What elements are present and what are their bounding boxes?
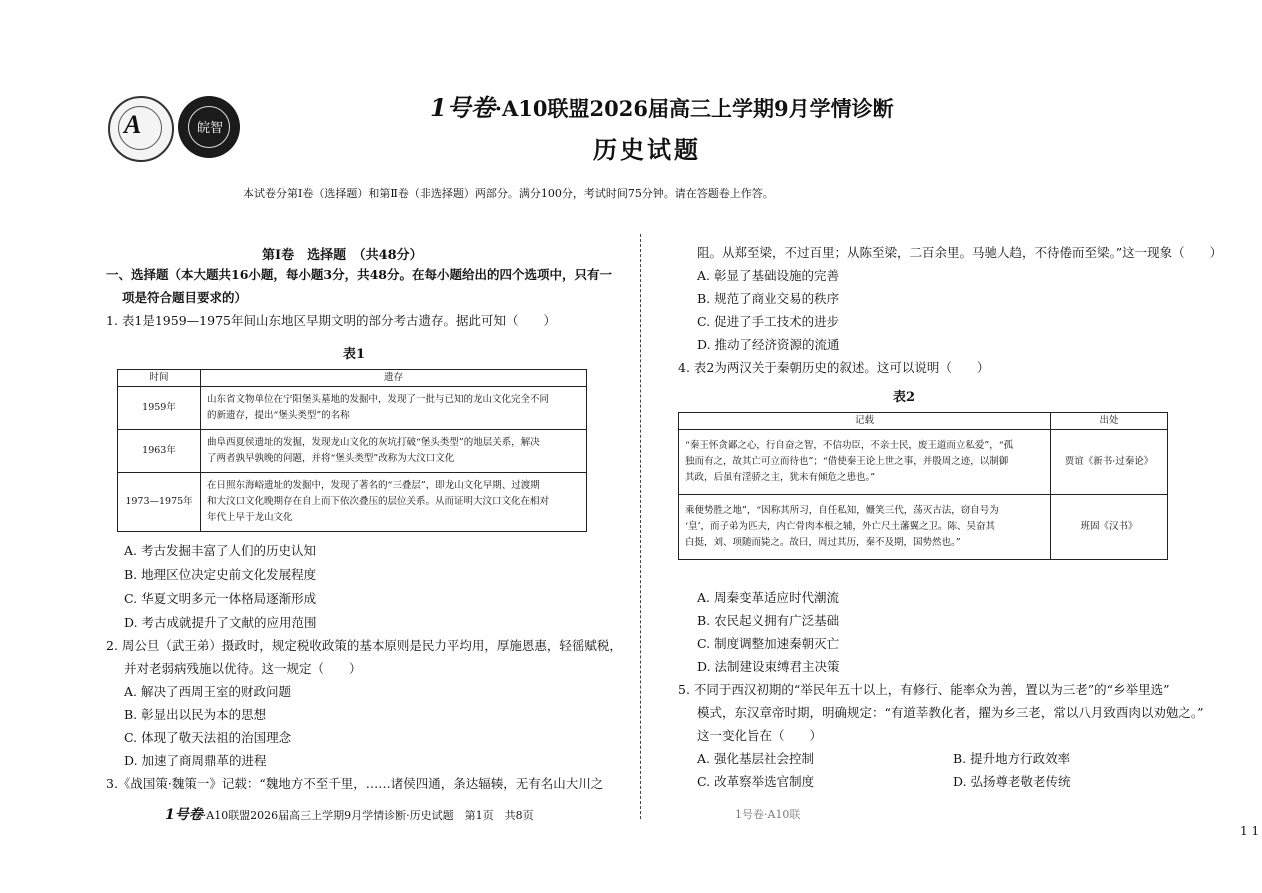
q5-option-c: C. 改革察举选官制度	[697, 774, 815, 789]
brand-mark: 1号卷	[430, 93, 495, 122]
exam-title-text: ·A10联盟2026届高三上学期9月学情诊断	[494, 96, 894, 121]
table-cell-source: 贾谊《新书·过秦论》	[1051, 430, 1168, 495]
table-cell-remains	[201, 387, 587, 430]
section-instruction: 一、选择题（本大题共16小题，每小题3分，共48分。在每小题给出的四个选项中，只有一	[106, 267, 612, 282]
table-row	[118, 387, 587, 430]
alliance-logo-mark: A	[124, 110, 142, 139]
q2-stem-cont: 并对老弱病残施以优待。这一规定（ ）	[124, 661, 362, 676]
table-header-record: 记载	[679, 413, 1051, 430]
q3-option-b: B. 规范了商业交易的秩序	[697, 291, 840, 306]
cell-line: “秦王怀贪鄙之心，行自奋之智，不信功臣，不亲士民，废王道而立私爱”，“孤	[685, 440, 1014, 451]
wanzhi-education-logo	[178, 96, 240, 158]
q5-stem-cont: 这一变化旨在（ ）	[697, 728, 823, 743]
footer-text: ·A10联盟2026届高三上学期9月学情诊断·历史试题 第1页 共8页	[202, 809, 534, 822]
table-row	[118, 430, 587, 473]
table-header-row	[118, 370, 587, 387]
exam-notice: 本试卷分第Ⅰ卷（选择题）和第Ⅱ卷（非选择题）两部分。满分100分，考试时间75分钟。请在答题卷上作答。	[243, 187, 774, 200]
table-row	[679, 430, 1168, 495]
table-cell-time: 1959年	[118, 387, 201, 430]
table-header-source: 出处	[1051, 413, 1168, 430]
q3-option-d: D. 推动了经济资源的流通	[697, 337, 840, 352]
q5-stem: 5. 不同于西汉初期的“举民年五十以上，有修行、能率众为善，置以为三老”的“乡举里选”	[678, 682, 1170, 697]
cell-line: 在日照东海峪遗址的发掘中，发现了著名的“三叠层”，即龙山文化早期、过渡期	[207, 480, 540, 491]
cell-line: 白挺，刘、项随而毙之。故曰，周过其历，秦不及期，国势然也。”	[685, 537, 961, 548]
q2-stem: 2. 周公旦（武王弟）摄政时，规定税收政策的基本原则是民力平均用，厚施恩惠，轻徭赋税，	[106, 638, 622, 653]
q1-option-b: B. 地理区位决定史前文化发展程度	[124, 567, 317, 582]
q5-option-d: D. 弘扬尊老敬老传统	[953, 774, 1071, 789]
q1-option-a: A. 考古发掘丰富了人们的历史认知	[124, 543, 316, 558]
q5-option-b: B. 提升地方行政效率	[953, 751, 1071, 766]
table-row	[118, 473, 587, 532]
q2-option-c: C. 体现了敬天法祖的治国理念	[124, 730, 292, 745]
table2	[678, 412, 1168, 560]
table-cell-record	[679, 430, 1051, 495]
cell-line: 山东省文物单位在宁阳堡头墓地的发掘中，发现了一批与已知的龙山文化完全不同	[207, 394, 550, 405]
q4-option-b: B. 农民起义拥有广泛基础	[697, 613, 840, 628]
table1	[117, 369, 587, 532]
cell-line: 了两者孰早孰晚的问题，并将“堡头类型”改称为大汶口文化	[207, 453, 455, 464]
alliance-logo	[108, 96, 174, 162]
q3-stem-cont: 阻。从郑至梁，不过百里；从陈至梁，二百余里。马驰人趋，不待倦而至梁。”这一现象（ ）	[697, 245, 1223, 260]
table-header-time: 时间	[118, 370, 201, 387]
q4-option-a: A. 周秦变革适应时代潮流	[697, 590, 839, 605]
q3-option-c: C. 促进了手工技术的进步	[697, 314, 840, 329]
table-row	[679, 495, 1168, 560]
table2-caption: 表2	[893, 390, 916, 405]
exam-subject: 历史试题	[593, 135, 701, 164]
table-cell-time: 1973—1975年	[118, 473, 201, 532]
q4-option-d: D. 法制建设束缚君主决策	[697, 659, 840, 674]
table-cell-source: 班固《汉书》	[1051, 495, 1168, 560]
q2-option-b: B. 彰显出以民为本的思想	[124, 707, 267, 722]
column-divider	[640, 234, 641, 819]
cell-line: ‘皇’，而子弟为匹夫，内亡骨肉本根之辅，外亡尺土藩翼之卫。陈、吴奋其	[685, 521, 996, 532]
q1-stem: 1. 表1是1959—1975年间山东地区早期文明的部分考古遗存。据此可知（ ）	[106, 313, 556, 328]
exam-title	[430, 88, 894, 123]
q3-option-a: A. 彰显了基础设施的完善	[697, 268, 839, 283]
q5-option-a: A. 强化基层社会控制	[697, 751, 814, 766]
section-instruction-cont: 项是符合题目要求的）	[122, 290, 248, 305]
wanzhi-logo-mark: 皖智	[197, 121, 224, 136]
table1-caption: 表1	[343, 347, 366, 362]
table-header-remains: 遗存	[201, 370, 587, 387]
cell-line: 独而有之，故其亡可立而待也”；“借使秦王论上世之事，并殷周之迹，以制御	[685, 456, 1009, 467]
table-cell-remains	[201, 473, 587, 532]
page-mark: 1 1	[1240, 824, 1260, 838]
table-header-row	[679, 413, 1168, 430]
q4-option-c: C. 制度调整加速秦朝灭亡	[697, 636, 840, 651]
cell-line: 的新遗存，提出“堡头类型”的名称	[207, 410, 350, 421]
q2-option-d: D. 加速了商周鼎革的进程	[124, 753, 267, 768]
table-cell-record	[679, 495, 1051, 560]
footer-brand: 1号卷	[165, 807, 203, 823]
q1-option-d: D. 考古成就提升了文献的应用范围	[124, 615, 317, 630]
q2-option-a: A. 解决了西周王室的财政问题	[124, 684, 291, 699]
cell-line: 年代上早于龙山文化	[207, 512, 293, 523]
q5-stem-cont: 模式，东汉章帝时期，明确规定：“有道莘教化者，擢为乡三老，常以八月致酉肉以劝勉之。”	[697, 705, 1204, 720]
cell-line: 和大汶口文化晚期存在自上而下依次叠压的层位关系。从而证明大汶口文化在相对	[207, 496, 550, 507]
cell-line: 曲阜西夏侯遗址的发掘，发现龙山文化的灰坑打破“堡头类型”的地层关系，解决	[207, 437, 540, 448]
footer-fragment: 1号卷·A10联	[735, 808, 801, 821]
page-footer	[165, 804, 534, 824]
cell-line: 乘便势胜之地”，“因称其所习，自任私知，姗笑三代，荡灭古法，窃自号为	[685, 505, 999, 516]
table-cell-remains	[201, 430, 587, 473]
section-title: 第Ⅰ卷 选择题 （共48分）	[262, 248, 423, 263]
q3-stem: 3.《战国策·魏策一》记载：“魏地方不至千里，……诸侯四通，条达辐辏，无有名山大川之	[106, 776, 604, 791]
q4-stem: 4. 表2为两汉关于秦朝历史的叙述。这可以说明（ ）	[678, 360, 990, 375]
table-cell-time: 1963年	[118, 430, 201, 473]
q1-option-c: C. 华夏文明多元一体格局逐渐形成	[124, 591, 317, 606]
cell-line: 其政，后虽有淫骄之主，犹未有倾危之患也。”	[685, 472, 876, 483]
